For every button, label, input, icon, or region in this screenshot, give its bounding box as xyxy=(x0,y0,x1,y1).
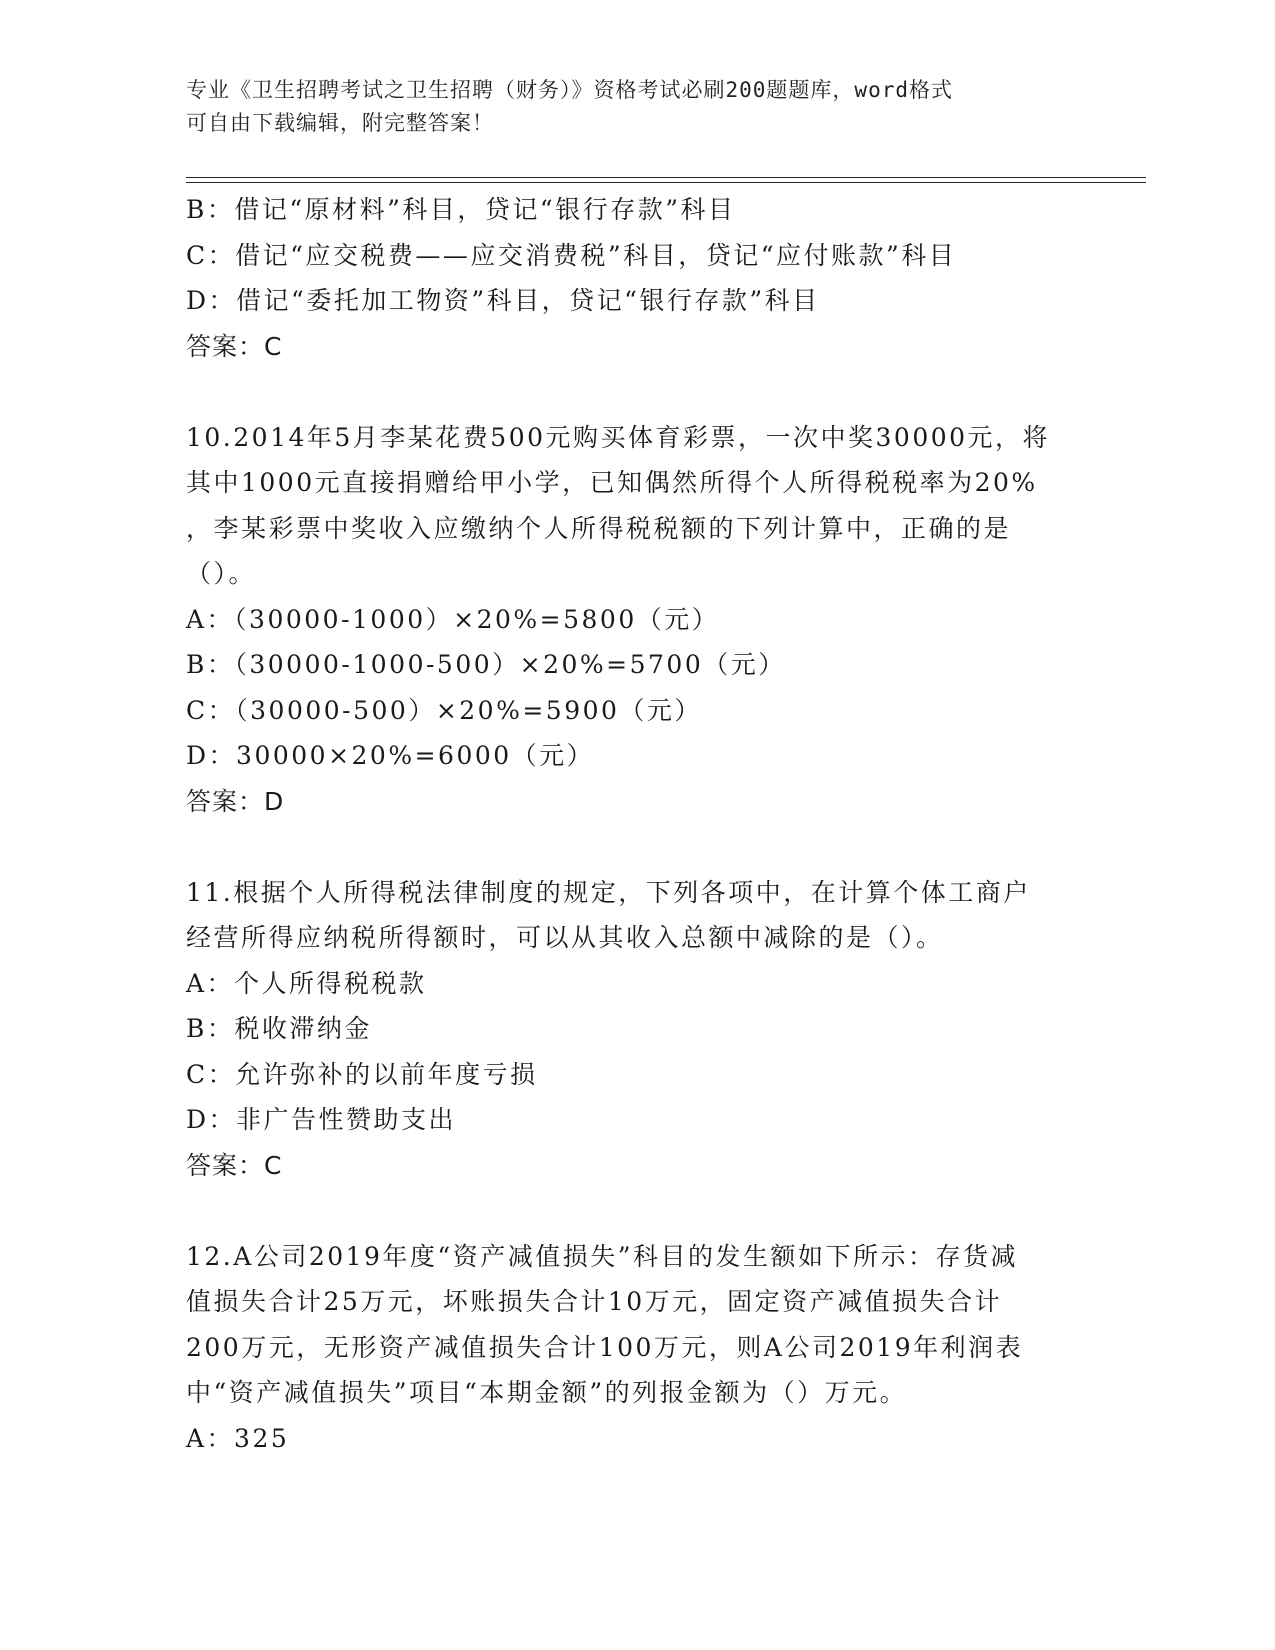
question-10 xyxy=(186,415,1086,825)
answer-line: 答案：C xyxy=(186,1150,283,1180)
option-b: B：税收滞纳金 xyxy=(186,1014,372,1043)
question-content xyxy=(186,187,1086,1461)
option-b: B：（30000-1000-500）×20%=5700（元） xyxy=(186,650,786,679)
answer-line: 答案：C xyxy=(186,331,283,361)
question-text-line: （）。 xyxy=(186,559,257,588)
option-d: D：非广告性赞助支出 xyxy=(186,1105,457,1134)
question-text-line: 其中1000元直接捐赠给甲小学，已知偶然所得个人所得税税率为20% xyxy=(186,468,1038,497)
question-11 xyxy=(186,870,1086,1189)
question-12 xyxy=(186,1234,1086,1462)
option-c: C：允许弥补的以前年度亏损 xyxy=(186,1059,538,1089)
option-a: A：个人所得税税款 xyxy=(186,968,427,998)
question-text-line: ，李某彩票中奖收入应缴纳个人所得税税额的下列计算中，正确的是 xyxy=(186,513,1012,543)
question-text-line: 12.A公司2019年度“资产减值损失”科目的发生额如下所示：存货减 xyxy=(186,1241,1018,1271)
option-d: D：30000×20%=6000（元） xyxy=(186,741,595,770)
header-line-2: 可自由下载编辑，附完整答案！ xyxy=(186,111,494,135)
question-text-line: 11.根据个人所得税法律制度的规定，下列各项中，在计算个体工商户 xyxy=(186,877,1031,907)
answer-line: 答案：D xyxy=(186,786,285,816)
spacer xyxy=(186,824,1086,870)
option-a: A：325 xyxy=(186,1423,290,1453)
question-text-line: 10.2014年5月李某花费500元购买体育彩票，一次中奖30000元，将 xyxy=(186,422,1051,452)
spacer xyxy=(186,1188,1086,1234)
option-b: B：借记“原材料”科目，贷记“银行存款”科目 xyxy=(186,195,736,224)
question-text-line: 200万元，无形资产减值损失合计100万元，则A公司2019年利润表 xyxy=(186,1332,1024,1362)
question-9-tail xyxy=(186,187,1086,369)
question-text-line: 中“资产减值损失”项目“本期金额”的列报金额为（）万元。 xyxy=(186,1378,908,1407)
header-divider-top xyxy=(186,177,1146,178)
option-d: D：借记“委托加工物资”科目，贷记“银行存款”科目 xyxy=(186,286,820,315)
option-a: A：（30000-1000）×20%=5800（元） xyxy=(186,604,720,634)
question-text-line: 值损失合计25万元，坏账损失合计10万元，固定资产减值损失合计 xyxy=(186,1287,1003,1316)
header-divider-bottom xyxy=(186,182,1146,183)
question-text-line: 经营所得应纳税所得额时，可以从其收入总额中减除的是（）。 xyxy=(186,923,944,952)
spacer xyxy=(186,369,1086,415)
option-c: C：借记“应交税费——应交消费税”科目，贷记“应付账款”科目 xyxy=(186,240,957,270)
option-c: C：（30000-500）×20%=5900（元） xyxy=(186,695,702,725)
header-line-1: 专业《卫生招聘考试之卫生招聘（财务）》资格考试必刷200题题库，word格式 xyxy=(186,78,953,102)
document-header xyxy=(186,74,1086,140)
